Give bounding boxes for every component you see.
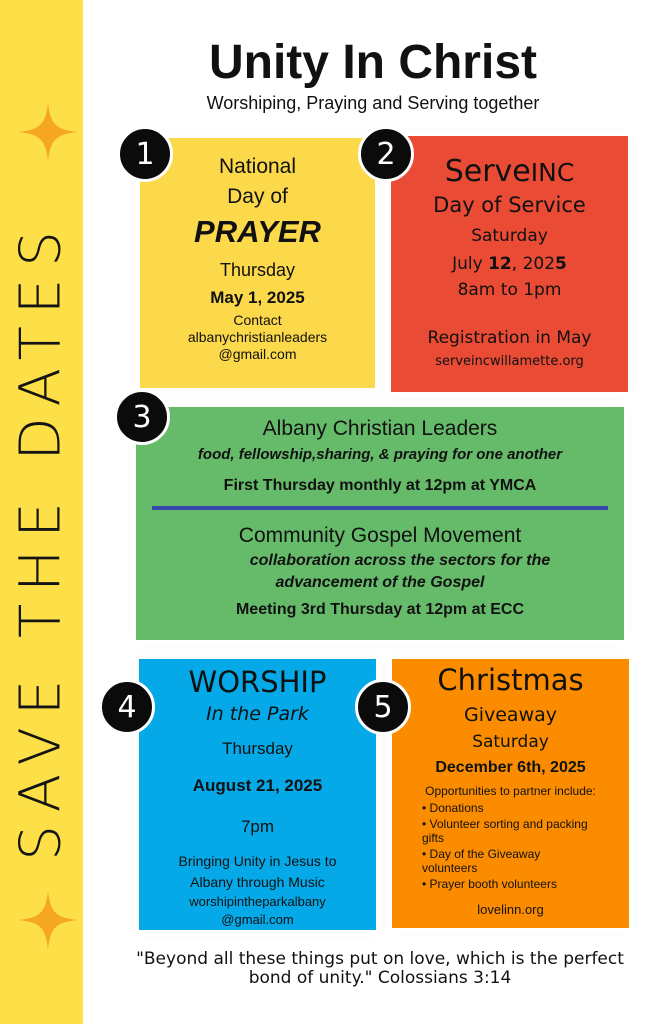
christmas-website: lovelinn.org: [477, 902, 544, 917]
list-item: • Prayer booth volunteers: [422, 877, 557, 891]
prayer-day: Thursday: [219, 260, 296, 280]
serve-brand-a: Serve: [444, 154, 531, 189]
serve-time: 8am to 1pm: [457, 280, 562, 300]
badge-number-2: 2: [358, 126, 414, 182]
list-item: • Volunteer sorting and packing gifts: [422, 817, 588, 845]
worship-email-domain: @gmail.com: [221, 912, 294, 927]
christmas-title: Christmas: [437, 663, 584, 697]
card-prayer: [140, 138, 375, 388]
prayer-email-domain: @gmail.com: [218, 346, 297, 362]
prayer-email-user: albanychristianleaders: [187, 329, 328, 345]
prayer-line1: National: [218, 155, 297, 178]
serve-date-day: 12: [488, 254, 512, 274]
list-item: • Day of the Giveaway volunteers: [422, 847, 541, 875]
serve-brand: [391, 154, 628, 189]
card-serve: [391, 136, 628, 392]
worship-date: August 21, 2025: [192, 776, 323, 795]
badge-number-5: 5: [355, 679, 411, 735]
worship-subtitle: In the Park: [206, 703, 309, 725]
christmas-date: December 6th, 2025: [435, 759, 586, 776]
card-leaders: [136, 407, 624, 640]
gospel-schedule: Meeting 3rd Thursday at 12pm at ECC: [235, 601, 525, 618]
sparkle-star-icon: [18, 102, 78, 162]
card-worship: [139, 659, 376, 930]
leaders-tagline: food, fellowship,sharing, & praying for one another: [197, 446, 563, 463]
serve-date-prefix: July: [452, 254, 489, 274]
serve-title: Day of Service: [433, 193, 586, 217]
footer-quote: [120, 950, 640, 988]
divider-line: [152, 506, 608, 510]
worship-day: Thursday: [222, 739, 293, 758]
gospel-tagline-line2: advancement of the Gospel: [275, 574, 485, 591]
worship-title: WORSHIP: [188, 665, 327, 699]
prayer-contact-label: Contact: [233, 312, 282, 328]
badge-number-3: 3: [114, 389, 170, 445]
badge-number-4: 4: [99, 679, 155, 735]
save-the-dates-text: SAVE THE DATES: [8, 219, 74, 861]
sparkle-star-icon: [18, 890, 78, 950]
leaders-schedule: First Thursday monthly at 12pm at YMCA: [223, 477, 537, 494]
page-subtitle: Worshiping, Praying and Serving together: [206, 93, 540, 113]
gospel-title: Community Gospel Movement: [238, 524, 522, 547]
serve-brand-b: INC: [530, 158, 575, 187]
quote-line2: bond of unity." Colossians 3:14: [248, 968, 512, 988]
christmas-day: Saturday: [472, 732, 549, 752]
christmas-subtitle: Giveaway: [463, 704, 557, 726]
prayer-date: May 1, 2025: [210, 288, 305, 307]
worship-desc-line1: Bringing Unity in Jesus to: [178, 853, 337, 869]
page-title: Unity In Christ: [208, 36, 537, 89]
serve-date-mid: , 202: [511, 254, 556, 274]
badge-number-1: 1: [117, 126, 173, 182]
christmas-intro: Opportunities to partner include:: [425, 784, 596, 798]
worship-desc-line2: Albany through Music: [190, 874, 325, 890]
christmas-opportunity-list: [422, 801, 592, 893]
worship-time: 7pm: [240, 817, 275, 836]
leaders-title: Albany Christian Leaders: [262, 417, 498, 440]
serve-registration: Registration in May: [427, 328, 592, 348]
quote-line1: "Beyond all these things put on love, which is the perfect: [136, 949, 624, 969]
serve-date: [391, 254, 628, 274]
prayer-line2: Day of: [227, 185, 288, 208]
list-item: • Donations: [422, 801, 484, 815]
prayer-headline: PRAYER: [194, 214, 321, 249]
serve-website: serveincwillamette.org: [435, 354, 584, 369]
serve-day: Saturday: [471, 226, 548, 246]
worship-email-user: worshipintheparkalbany: [189, 894, 326, 909]
card-christmas: [392, 659, 629, 928]
gospel-tagline-line1: collaboration across the sectors for the: [249, 552, 551, 569]
sidebar: [0, 0, 83, 1024]
serve-date-end: 5: [555, 254, 567, 274]
